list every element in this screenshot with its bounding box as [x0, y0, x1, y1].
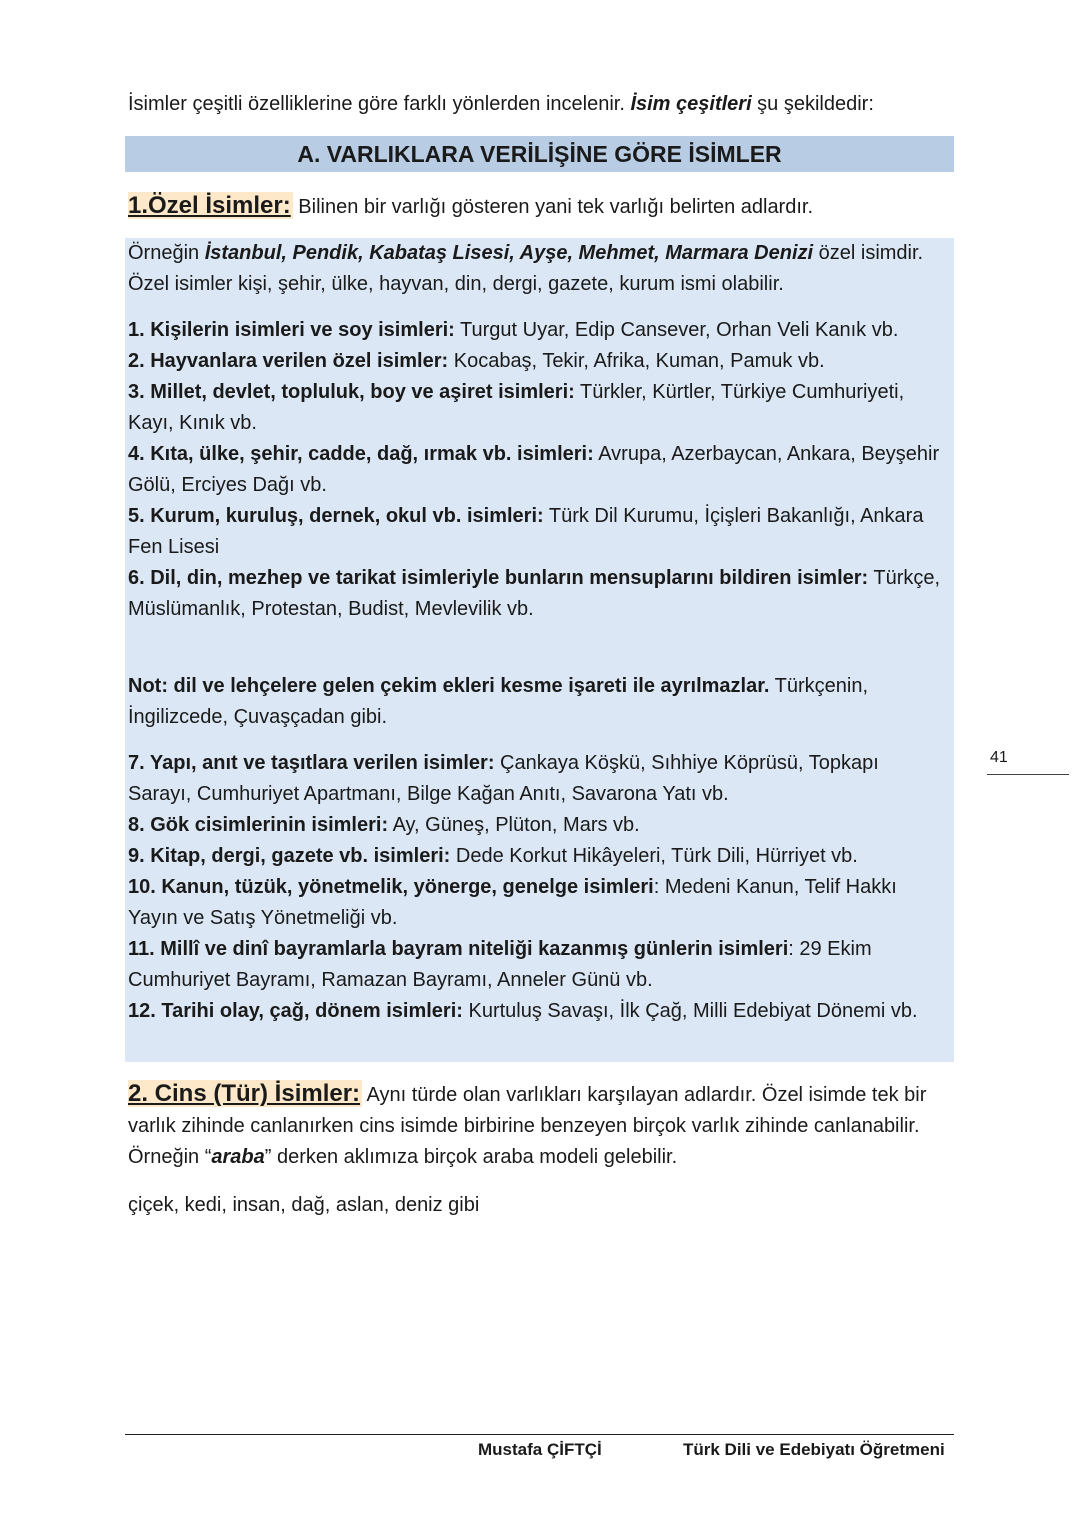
page-number-rule: [987, 774, 1069, 775]
ozel-isimler-definition: Bilinen bir varlığı gösteren yani tek varlığı belirten adlardır.: [292, 196, 814, 218]
ozel-isimler-heading: 1.Özel İsimler:: [128, 192, 291, 219]
footer-author: Mustafa ÇİFTÇİ: [478, 1440, 602, 1459]
list-item-text: Avrupa, Azerbaycan, Ankara, Beyşehir Gölü, Erciyes Dağı vb.: [128, 443, 940, 496]
list-item-label: 10. Kanun, tüzük, yönetmelik, yönerge, genelge isimleri: [128, 876, 654, 898]
note-label: Not: dil ve lehçelere gelen çekim ekleri kesme işareti ile ayrılmazlar.: [128, 675, 770, 697]
list-item-text: Türkler, Kürtler, Türkiye Cumhuriyeti, Kayı, Kınık vb.: [128, 381, 905, 434]
cins-example: çiçek, kedi, insan, dağ, aslan, deniz gibi: [128, 1194, 480, 1216]
note-text: Türkçenin, İngilizcede, Çuvaşçadan gibi.: [128, 675, 869, 728]
ozel-example-names: İstanbul, Pendik, Kabataş Lisesi, Ayşe, Mehmet, Marmara Denizi: [204, 242, 814, 264]
list-item: [128, 996, 946, 1027]
list-item: [128, 501, 946, 563]
ozel-example-paragraph: [128, 238, 946, 300]
list-item-text: Çankaya Köşkü, Sıhhiye Köprüsü, Topkapı Sarayı, Cumhuriyet Apartmanı, Bilge Kağan Anıtı, Savarona Yatı vb.: [128, 752, 879, 805]
section-header: A. VARLIKLARA VERİLİŞİNE GÖRE İSİMLER: [125, 136, 954, 172]
cins-isimler-paragraph: [128, 1078, 948, 1173]
cins-emphasis: araba: [211, 1146, 265, 1168]
list-item: [128, 377, 946, 439]
list-item: [128, 810, 946, 841]
intro-paragraph: [128, 89, 958, 120]
ozel-isimler-box: [125, 238, 954, 1062]
list-item-label: 2. Hayvanlara verilen özel isimler:: [128, 350, 449, 372]
list-item-text: Kocabaş, Tekir, Afrika, Kuman, Pamuk vb.: [448, 350, 825, 372]
intro-emphasis: İsim çeşitleri: [630, 93, 752, 115]
list-item-label: 3. Millet, devlet, topluluk, boy ve aşiret isimleri:: [128, 381, 575, 403]
page-number: 41: [990, 749, 1008, 766]
list-item: [128, 841, 946, 872]
list-item-label: 9. Kitap, dergi, gazete vb. isimleri:: [128, 845, 451, 867]
list-item-label: 5. Kurum, kuruluş, dernek, okul vb. isimleri:: [128, 505, 544, 527]
intro-text-end: şu şekildedir:: [751, 93, 874, 115]
list-item-label: 4. Kıta, ülke, şehir, cadde, dağ, ırmak vb. isimleri:: [128, 443, 594, 465]
list-item-label: 1. Kişilerin isimleri ve soy isimleri:: [128, 319, 455, 341]
list-item: [128, 563, 946, 625]
ozel-example-prefix: Örneğin: [128, 242, 205, 264]
list-item-text: : 29 Ekim Cumhuriyet Bayramı, Ramazan Bayramı, Anneler Günü vb.: [128, 938, 872, 991]
list-item: [128, 748, 946, 810]
intro-text: İsimler çeşitli özelliklerine göre farklı yönlerden incelenir.: [128, 93, 631, 115]
list-item-text: : Medeni Kanun, Telif Hakkı Yayın ve Satış Yönetmeliği vb.: [128, 876, 897, 929]
ozel-isimler-content: [128, 238, 946, 1027]
list-item-text: Dede Korkut Hikâyeleri, Türk Dili, Hürriyet vb.: [450, 845, 858, 867]
note-paragraph: [128, 671, 946, 733]
list-item: [128, 346, 946, 377]
list-item: [128, 934, 946, 996]
list-item-label: 6. Dil, din, mezhep ve tarikat isimleriyle bunların mensuplarını bildiren isimler:: [128, 567, 869, 589]
list-item-text: Türkçe, Müslümanlık, Protestan, Budist, Mevlevilik vb.: [128, 567, 941, 620]
cins-isimler-definition: Aynı türde olan varlıkları karşılayan adlardır. Özel isimde tek bir varlık zihinde canlanırken cins isimde birbirine benzeyen birçok varlık zihinde canlanabilir. Örneğin “: [128, 1084, 927, 1168]
cins-definition-end: ” derken aklımıza birçok araba modeli gelebilir.: [264, 1146, 678, 1168]
list-item: [128, 872, 946, 934]
list-item-text: Turgut Uyar, Edip Cansever, Orhan Veli Kanık vb.: [454, 319, 899, 341]
list-item-label: 12. Tarihi olay, çağ, dönem isimleri:: [128, 1000, 463, 1022]
footer-divider: [125, 1434, 954, 1435]
list-item-text: Türk Dil Kurumu, İçişleri Bakanlığı, Ankara Fen Lisesi: [128, 505, 924, 558]
list-item-text: Kurtuluş Savaşı, İlk Çağ, Milli Edebiyat Dönemi vb.: [462, 1000, 918, 1022]
footer-role: Türk Dili ve Edebiyatı Öğretmeni: [683, 1440, 945, 1459]
list-item-label: 11. Millî ve dinî bayramlarla bayram niteliği kazanmış günlerin isimleri: [128, 938, 789, 960]
list-item: [128, 315, 946, 346]
ozel-example-suffix: özel isimdir. Özel isimler kişi, şehir, ülke, hayvan, din, dergi, gazete, kurum ismi olabilir.: [128, 242, 924, 295]
list-item-label: 7. Yapı, anıt ve taşıtlara verilen isimler:: [128, 752, 495, 774]
list-item-label: 8. Gök cisimlerinin isimleri:: [128, 814, 389, 836]
cins-isimler-section: [128, 1078, 948, 1173]
ozel-isimler-heading-row: [128, 190, 954, 223]
cins-isimler-heading: 2. Cins (Tür) İsimler:: [128, 1080, 361, 1107]
list-item: [128, 439, 946, 501]
list-item-text: Ay, Güneş, Plüton, Mars vb.: [388, 814, 640, 836]
